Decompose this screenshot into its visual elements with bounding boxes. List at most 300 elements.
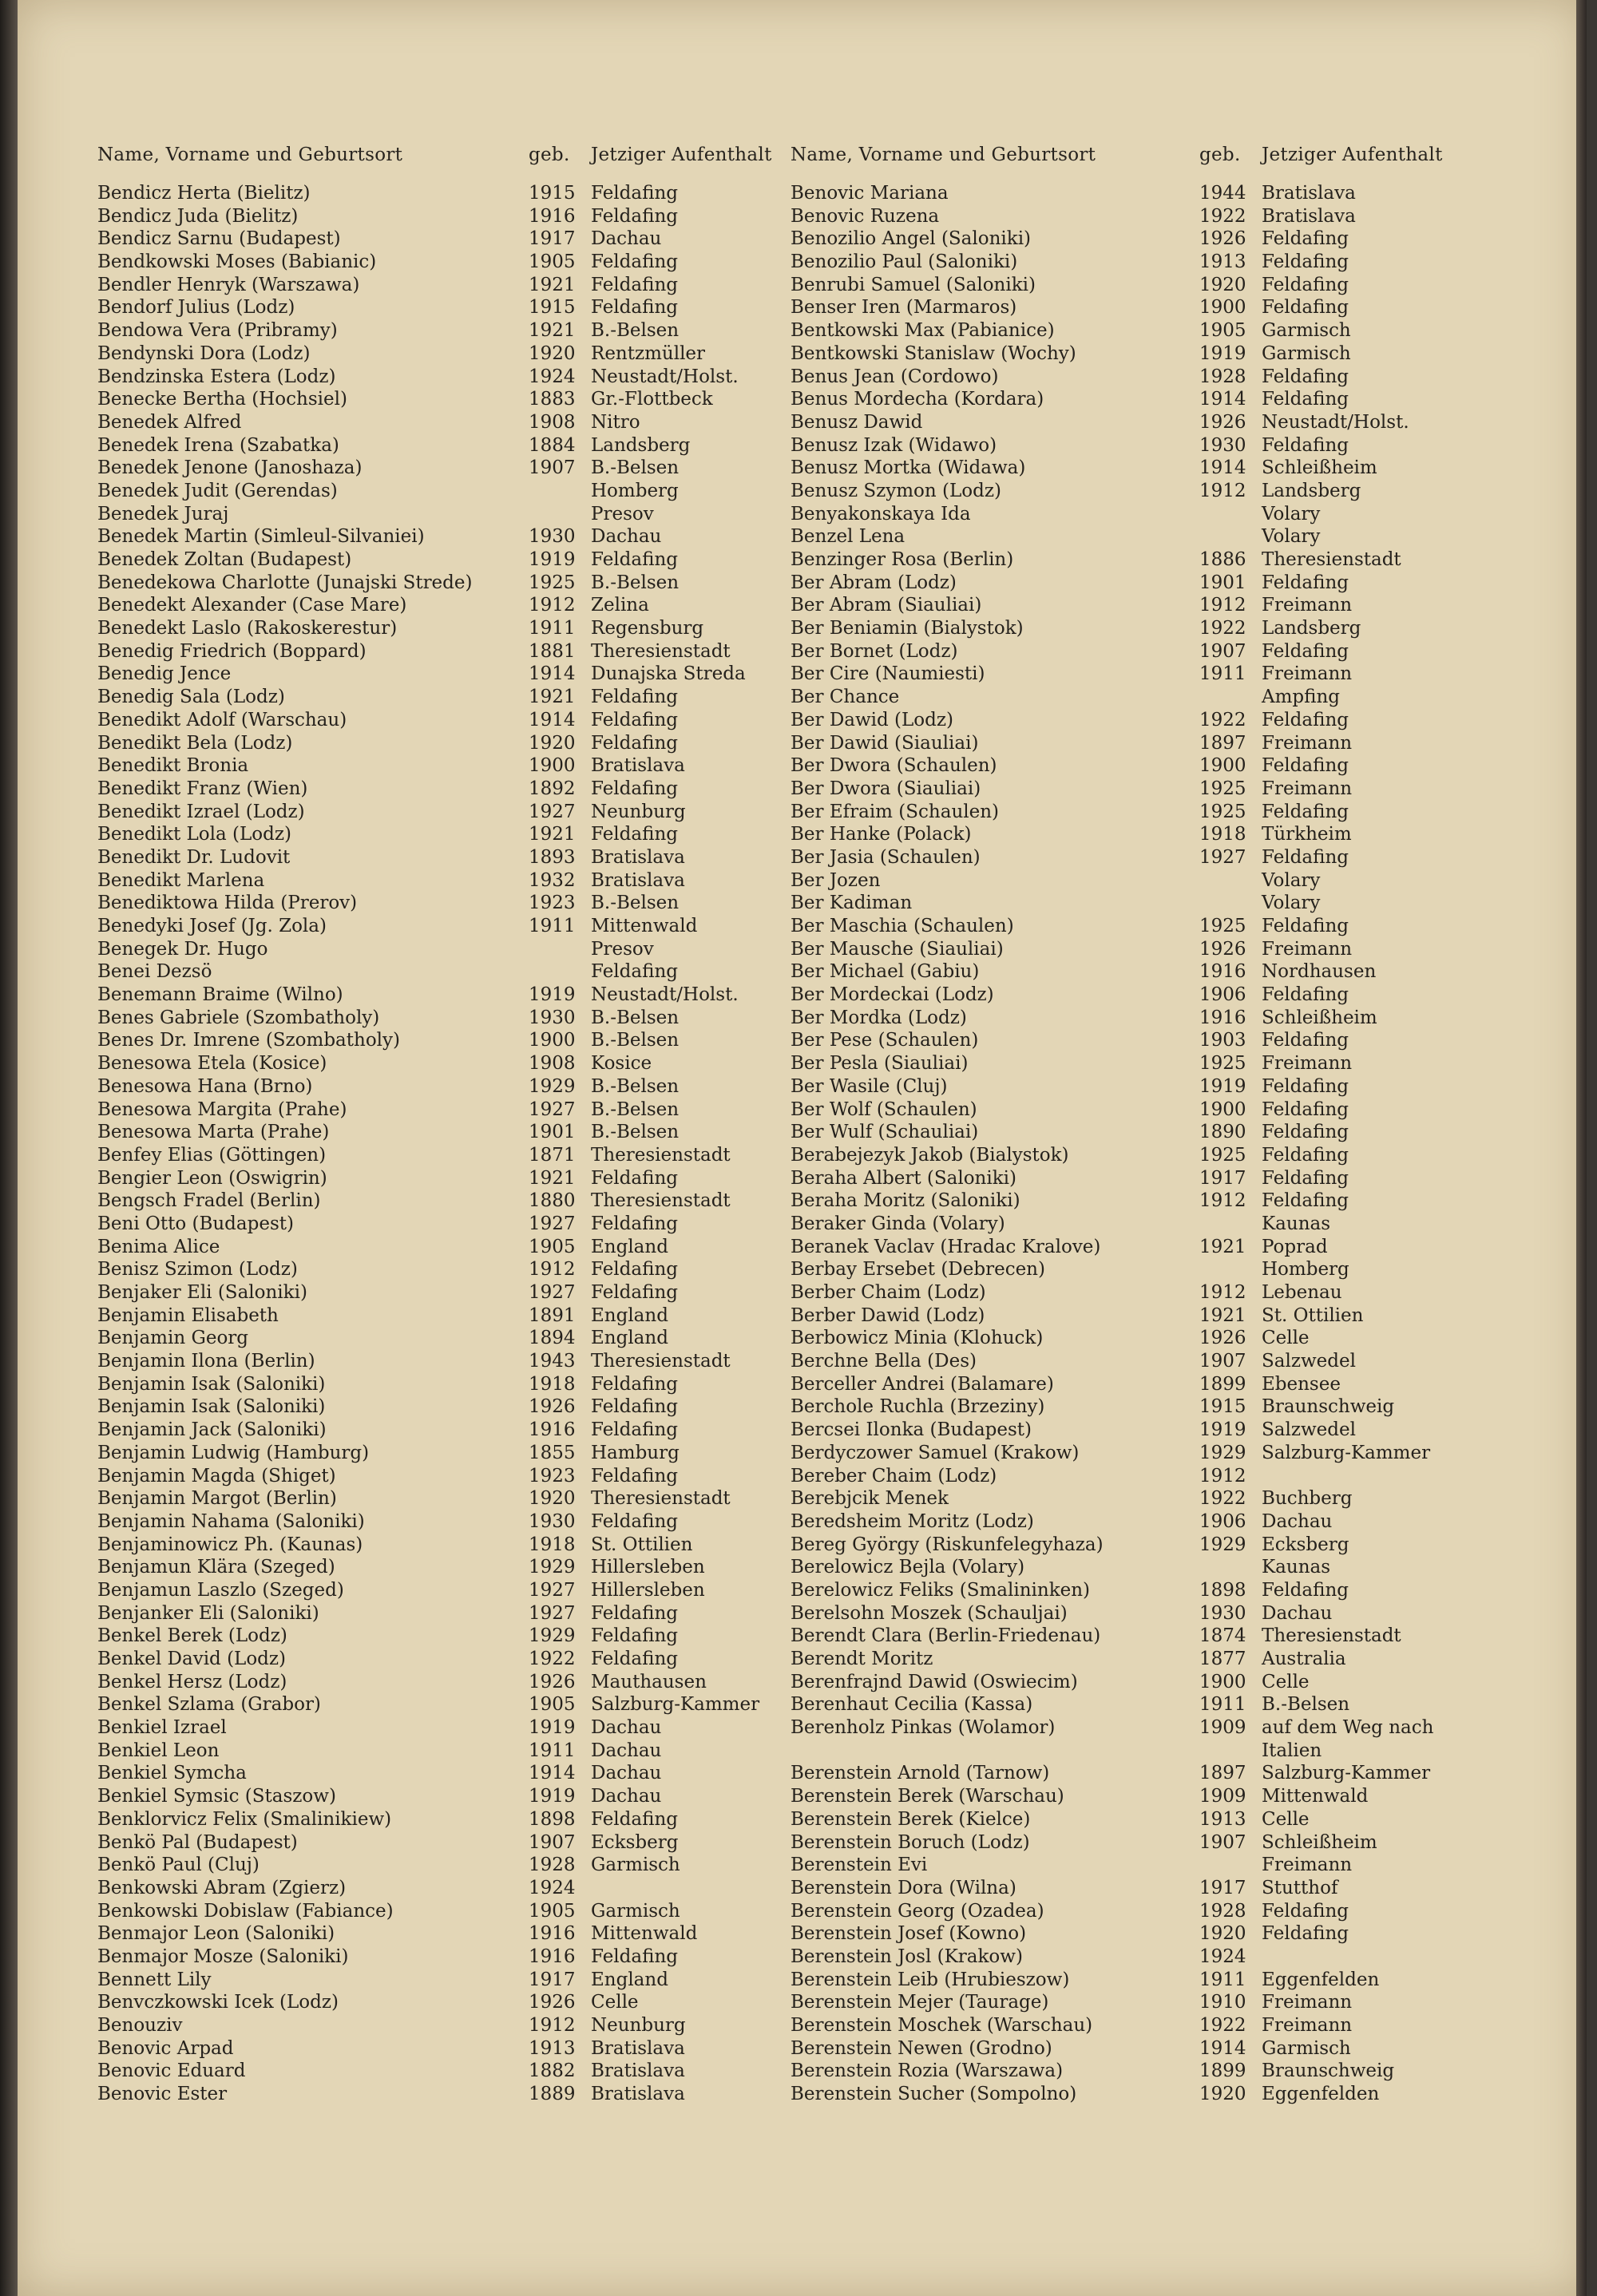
entry-location: Garmisch bbox=[591, 1900, 680, 1922]
header-name: Name, Vorname und Geburtsort bbox=[97, 144, 403, 165]
entry-birth-year: 1924 bbox=[529, 366, 576, 387]
entry-location: Neustadt/Holst. bbox=[591, 984, 739, 1006]
list-item bbox=[791, 1190, 1493, 1213]
entry-name: Benedek Martin (Simleul-Silvaniei) bbox=[97, 526, 425, 548]
entry-location: Feldafing bbox=[591, 1649, 678, 1669]
list-item bbox=[791, 251, 1493, 274]
entry-birth-year bbox=[529, 480, 591, 503]
list-item bbox=[791, 1831, 1493, 1855]
entry-name: Benedek Judit (Gerendas) bbox=[97, 480, 338, 501]
entry-birth-year: 1899 bbox=[1199, 2060, 1246, 2082]
entry-name: Bendicz Herta (Bielitz) bbox=[97, 183, 311, 204]
entry-name: Benkö Pal (Budapest) bbox=[97, 1831, 298, 1853]
entry-name: Benedig Friedrich (Boppard) bbox=[97, 640, 367, 662]
entry-location: Feldafing bbox=[1262, 1900, 1349, 1922]
entry-birth-year: 1916 bbox=[529, 1923, 576, 1945]
list-item bbox=[791, 778, 1493, 801]
list-item bbox=[791, 1510, 1493, 1534]
entry-name: Ber Wasile (Cluj) bbox=[791, 1075, 948, 1097]
entry-name: Benkiel Symcha bbox=[97, 1763, 247, 1784]
entry-birth-year bbox=[529, 503, 591, 526]
entry-birth-year: 1921 bbox=[529, 320, 576, 342]
entry-location: Feldafing bbox=[591, 1510, 678, 1532]
entry-birth-year: 1918 bbox=[1199, 824, 1246, 845]
entry-location: Feldafing bbox=[1262, 1190, 1349, 1212]
entry-birth-year: 1907 bbox=[1199, 1351, 1246, 1372]
entry-birth-year: 1917 bbox=[1199, 1877, 1246, 1898]
list-item bbox=[97, 617, 800, 640]
entry-name: Berendt Clara (Berlin-Friedenau) bbox=[791, 1625, 1101, 1647]
entry-birth-year: 1922 bbox=[1199, 709, 1246, 730]
entry-name: Ber Michael (Gabiu) bbox=[791, 961, 980, 983]
entry-location: Garmisch bbox=[1262, 342, 1351, 364]
entry-location: Neustadt/Holst. bbox=[1262, 411, 1409, 433]
list-item bbox=[97, 296, 800, 319]
entry-location: Feldafing bbox=[591, 1396, 678, 1418]
entry-birth-year: 1900 bbox=[1199, 755, 1246, 777]
entry-name: Benjamin Magda (Shiget) bbox=[97, 1465, 336, 1486]
list-item bbox=[97, 205, 800, 228]
entry-birth-year: 1930 bbox=[1199, 434, 1246, 456]
list-item bbox=[791, 205, 1493, 228]
entry-name: Berelowicz Feliks (Smalininken) bbox=[791, 1579, 1091, 1601]
entry-birth-year: 1921 bbox=[1199, 1304, 1246, 1326]
entry-birth-year: 1914 bbox=[1199, 457, 1246, 479]
list-item bbox=[97, 1350, 800, 1373]
entry-location: Mittenwald bbox=[591, 1923, 698, 1945]
entry-birth-year bbox=[1199, 1258, 1262, 1281]
entry-birth-year: 1912 bbox=[529, 1259, 576, 1281]
entry-birth-year: 1871 bbox=[529, 1144, 576, 1166]
list-item bbox=[97, 319, 800, 342]
entry-name: Ber Chance bbox=[791, 687, 900, 708]
entry-name: Benusz Dawid bbox=[791, 411, 923, 433]
entry-birth-year: 1921 bbox=[529, 1167, 576, 1189]
entry-location: Landsberg bbox=[591, 434, 691, 456]
entry-location: Bratislava bbox=[591, 2060, 685, 2082]
entry-name: Benedekowa Charlotte (Junajski Strede) bbox=[97, 572, 473, 593]
list-item bbox=[791, 1350, 1493, 1373]
list-item bbox=[791, 1648, 1493, 1671]
entry-name: Benkiel Izrael bbox=[97, 1717, 227, 1739]
entry-birth-year: 1900 bbox=[1199, 1671, 1246, 1692]
entry-location: Bratislava bbox=[1262, 183, 1356, 204]
entry-name: Ber Pese (Schaulen) bbox=[791, 1030, 979, 1051]
list-item bbox=[97, 1121, 800, 1144]
entry-name: Ber Bornet (Lodz) bbox=[791, 640, 958, 662]
list-item bbox=[791, 1854, 1493, 1877]
entry-name: Benkel Hersz (Lodz) bbox=[97, 1671, 287, 1692]
entry-birth-year: 1929 bbox=[1199, 1442, 1246, 1463]
entry-name: Ber Dawid (Siauliai) bbox=[791, 732, 979, 754]
entry-location bbox=[1262, 1946, 1493, 1969]
entry-name: Berenstein Josl (Krakow) bbox=[791, 1946, 1023, 1967]
page-edge bbox=[1576, 0, 1587, 2296]
list-item bbox=[791, 1304, 1493, 1328]
entry-location: Buchberg bbox=[1262, 1488, 1353, 1510]
list-item bbox=[791, 274, 1493, 297]
header-year: geb. bbox=[529, 144, 570, 165]
entry-location: B.-Belsen bbox=[1262, 1694, 1350, 1716]
entry-birth-year bbox=[1199, 686, 1262, 709]
entry-birth-year: 1905 bbox=[529, 1236, 576, 1257]
entry-birth-year: 1920 bbox=[529, 732, 576, 754]
right-column-header bbox=[791, 132, 1493, 165]
entry-location: Feldafing bbox=[591, 1213, 678, 1234]
entry-name: Berelsohn Moszek (Schauljai) bbox=[791, 1602, 1068, 1624]
list-item bbox=[97, 182, 800, 205]
entry-location: St. Ottilien bbox=[1262, 1304, 1364, 1326]
entry-birth-year: 1908 bbox=[529, 411, 576, 433]
entry-birth-year bbox=[529, 938, 591, 961]
list-item bbox=[791, 1213, 1493, 1236]
list-item bbox=[791, 709, 1493, 732]
entry-birth-year: 1919 bbox=[1199, 1419, 1246, 1441]
entry-name: Berenstein Josef (Kowno) bbox=[791, 1923, 1027, 1945]
list-item bbox=[791, 228, 1493, 251]
entry-name: Bennett Lily bbox=[97, 1969, 212, 1990]
list-item bbox=[791, 1007, 1493, 1030]
header-name: Name, Vorname und Geburtsort bbox=[791, 144, 1096, 165]
entry-name: Berenfrajnd Dawid (Oswiecim) bbox=[791, 1671, 1078, 1692]
entry-birth-year: 1917 bbox=[529, 228, 576, 250]
entry-name: Bendowa Vera (Pribramy) bbox=[97, 320, 338, 342]
list-item bbox=[97, 1487, 800, 1510]
entry-location: Homberg bbox=[591, 480, 679, 501]
entry-location: Volary bbox=[1262, 503, 1321, 525]
entry-name: Berabejezyk Jakob (Bialystok) bbox=[791, 1144, 1069, 1166]
entry-name: Ber Kadiman bbox=[791, 893, 913, 914]
entry-location: Nordhausen bbox=[1262, 961, 1377, 983]
entry-name: Benmajor Mosze (Saloniki) bbox=[97, 1946, 349, 1967]
entry-birth-year: 1914 bbox=[529, 1763, 576, 1784]
entry-location: Neustadt/Holst. bbox=[591, 366, 739, 387]
entry-birth-year: 1881 bbox=[529, 640, 576, 662]
list-item bbox=[791, 1442, 1493, 1465]
entry-name: Benesowa Hana (Brno) bbox=[97, 1075, 313, 1097]
list-item bbox=[791, 1602, 1493, 1625]
list-item bbox=[791, 1556, 1493, 1579]
entry-location: Feldafing bbox=[591, 824, 678, 845]
list-item bbox=[97, 1534, 800, 1557]
list-item bbox=[97, 228, 800, 251]
entry-name: Benjamin Margot (Berlin) bbox=[97, 1488, 337, 1510]
entry-birth-year: 1922 bbox=[529, 1649, 576, 1669]
entry-name: Berenstein Boruch (Lodz) bbox=[791, 1831, 1030, 1853]
entry-name: Berber Dawid (Lodz) bbox=[791, 1304, 985, 1326]
entry-birth-year: 1901 bbox=[1199, 572, 1246, 593]
entry-name: Berelowicz Bejla (Volary) bbox=[791, 1557, 1025, 1578]
list-item bbox=[97, 2060, 800, 2083]
list-item bbox=[791, 1693, 1493, 1716]
entry-birth-year: 1926 bbox=[529, 1396, 576, 1418]
list-item bbox=[791, 869, 1493, 893]
entry-location: Feldafing bbox=[1262, 640, 1349, 662]
entry-location: Bratislava bbox=[591, 846, 685, 868]
entry-name: Beredsheim Moritz (Lodz) bbox=[791, 1510, 1034, 1532]
entry-name: Benjamin Ilona (Berlin) bbox=[97, 1351, 315, 1372]
entry-birth-year: 1880 bbox=[529, 1190, 576, 1212]
entry-birth-year: 1874 bbox=[1199, 1625, 1246, 1647]
entry-location: Kaunas bbox=[1262, 1557, 1331, 1578]
entry-birth-year: 1905 bbox=[529, 1900, 576, 1922]
list-item bbox=[791, 686, 1493, 709]
entry-location: Freimann bbox=[1262, 1992, 1353, 2013]
entry-location: B.-Belsen bbox=[591, 1099, 680, 1120]
entry-name: Ber Jozen bbox=[791, 869, 881, 891]
entry-birth-year: 1927 bbox=[529, 1579, 576, 1601]
entry-birth-year: 1928 bbox=[529, 1855, 576, 1876]
entry-location: Dachau bbox=[1262, 1510, 1333, 1532]
list-item bbox=[97, 1465, 800, 1488]
entry-name: Benesowa Margita (Prahe) bbox=[97, 1099, 347, 1120]
list-item bbox=[97, 960, 800, 984]
list-item bbox=[97, 1029, 800, 1052]
entry-location: Schleißheim bbox=[1262, 457, 1377, 479]
entry-name: Benesowa Etela (Kosice) bbox=[97, 1053, 327, 1075]
entry-name: Berenstein Berek (Warschau) bbox=[791, 1786, 1064, 1807]
entry-location: England bbox=[591, 1236, 668, 1257]
list-item bbox=[97, 1693, 800, 1716]
entry-location: Stutthof bbox=[1262, 1877, 1338, 1898]
entry-location: Dunajska Streda bbox=[591, 663, 746, 685]
list-item bbox=[791, 1534, 1493, 1557]
list-item bbox=[97, 1900, 800, 1923]
entry-birth-year: 1912 bbox=[529, 2015, 576, 2036]
entry-name: Benedekt Alexander (Case Mare) bbox=[97, 595, 407, 616]
entry-birth-year: 1944 bbox=[1199, 183, 1246, 204]
entry-birth-year: 1912 bbox=[1199, 480, 1246, 501]
entry-name: Berenstein Sucher (Sompolno) bbox=[791, 2084, 1077, 2105]
list-item bbox=[97, 1395, 800, 1419]
entry-birth-year: 1926 bbox=[1199, 1328, 1246, 1349]
entry-location: Feldafing bbox=[591, 1602, 678, 1624]
list-item bbox=[97, 1854, 800, 1877]
entry-location: Lebenau bbox=[1262, 1282, 1342, 1303]
entry-name bbox=[791, 1740, 1199, 1763]
entry-location: Feldafing bbox=[591, 709, 678, 730]
entry-location: Presov bbox=[591, 503, 654, 525]
entry-name: Benkowski Dobislaw (Fabiance) bbox=[97, 1900, 394, 1922]
entry-name: Berenstein Arnold (Tarnow) bbox=[791, 1763, 1050, 1784]
entry-birth-year: 1928 bbox=[1199, 366, 1246, 387]
list-item bbox=[97, 251, 800, 274]
list-item bbox=[791, 503, 1493, 526]
list-item bbox=[97, 846, 800, 869]
list-item bbox=[97, 2037, 800, 2060]
entry-location: Theresienstadt bbox=[1262, 1625, 1401, 1647]
entry-name: Benecke Bertha (Hochsiel) bbox=[97, 389, 347, 410]
entry-name: Berenstein Evi bbox=[791, 1855, 928, 1876]
entry-birth-year: 1927 bbox=[529, 1213, 576, 1234]
entry-location: Feldafing bbox=[591, 205, 678, 227]
entry-birth-year: 1926 bbox=[1199, 411, 1246, 433]
entry-location: Dachau bbox=[591, 228, 662, 250]
entry-birth-year: 1924 bbox=[1199, 1946, 1246, 1967]
entry-location: Feldafing bbox=[1262, 1075, 1349, 1097]
list-item bbox=[97, 1373, 800, 1396]
entry-name: Bentkowski Max (Pabianice) bbox=[791, 320, 1055, 342]
entry-name: Benedikt Bronia bbox=[97, 755, 249, 777]
entry-birth-year: 1943 bbox=[529, 1351, 576, 1372]
list-item bbox=[791, 960, 1493, 984]
list-item bbox=[97, 1213, 800, 1236]
entry-name: Benozilio Paul (Saloniki) bbox=[791, 251, 1018, 273]
entry-location: Celle bbox=[1262, 1671, 1310, 1692]
entry-location: Feldafing bbox=[591, 732, 678, 754]
list-item bbox=[791, 366, 1493, 389]
entry-name: Benovic Arpad bbox=[97, 2037, 234, 2059]
list-item bbox=[97, 915, 800, 938]
entry-birth-year: 1907 bbox=[529, 457, 576, 479]
list-item bbox=[97, 1762, 800, 1785]
entry-name: Berenholz Pinkas (Wolamor) bbox=[791, 1717, 1056, 1739]
entry-location: Feldafing bbox=[1262, 366, 1349, 387]
list-item bbox=[97, 1716, 800, 1740]
entry-birth-year bbox=[1199, 1854, 1262, 1877]
entry-name: Benjamin Georg bbox=[97, 1328, 249, 1349]
entry-birth-year: 1922 bbox=[1199, 1488, 1246, 1510]
entry-location: B.-Belsen bbox=[591, 1075, 680, 1097]
entry-birth-year: 1916 bbox=[1199, 961, 1246, 983]
list-item bbox=[97, 686, 800, 709]
entry-birth-year: 1926 bbox=[1199, 228, 1246, 250]
entry-location: Schleißheim bbox=[1262, 1007, 1377, 1028]
entry-name: Benjamun Laszlo (Szeged) bbox=[97, 1579, 344, 1601]
entry-location: Regensburg bbox=[591, 618, 704, 639]
entry-birth-year: 1925 bbox=[529, 572, 576, 593]
entry-birth-year bbox=[1199, 1740, 1262, 1763]
entry-location: Nitro bbox=[591, 411, 640, 433]
entry-location: Feldafing bbox=[591, 687, 678, 708]
entry-name: Benzel Lena bbox=[791, 526, 905, 548]
entry-location: Braunschweig bbox=[1262, 1396, 1395, 1418]
entry-location: Feldafing bbox=[591, 778, 678, 799]
list-item bbox=[97, 1144, 800, 1167]
list-item bbox=[97, 503, 800, 526]
entry-location: Feldafing bbox=[1262, 755, 1349, 777]
entry-name: Beranek Vaclav (Hradac Kralove) bbox=[791, 1236, 1101, 1257]
list-item bbox=[791, 480, 1493, 503]
entry-name: Benediktowa Hilda (Prerov) bbox=[97, 893, 358, 914]
list-item bbox=[791, 640, 1493, 663]
list-item bbox=[97, 1442, 800, 1465]
entry-name: Berenstein Mejer (Taurage) bbox=[791, 1992, 1049, 2013]
list-item bbox=[97, 1922, 800, 1946]
header-year: geb. bbox=[1199, 144, 1241, 165]
entry-birth-year: 1917 bbox=[1199, 1167, 1246, 1189]
header-location: Jetziger Aufenthalt bbox=[591, 144, 772, 165]
entry-location: Feldafing bbox=[1262, 984, 1349, 1006]
entry-name: Benovic Ester bbox=[97, 2084, 228, 2105]
entry-location: Freimann bbox=[1262, 1053, 1353, 1075]
entry-location: Feldafing bbox=[591, 1259, 678, 1281]
entry-name: Ber Mordeckai (Lodz) bbox=[791, 984, 994, 1006]
list-item bbox=[791, 1395, 1493, 1419]
entry-birth-year: 1922 bbox=[1199, 618, 1246, 639]
entry-name: Benusz Mortka (Widawa) bbox=[791, 457, 1026, 479]
list-item bbox=[97, 366, 800, 389]
entry-name: Ber Pesla (Siauliai) bbox=[791, 1053, 969, 1075]
entry-birth-year: 1929 bbox=[1199, 1534, 1246, 1555]
entry-name: Benjaker Eli (Saloniki) bbox=[97, 1282, 307, 1303]
entry-location: Feldafing bbox=[1262, 1099, 1349, 1120]
entry-location: Schleißheim bbox=[1262, 1831, 1377, 1853]
entry-name: Benedek Jenone (Janoshaza) bbox=[97, 457, 363, 479]
entry-location: Feldafing bbox=[591, 297, 678, 319]
list-item bbox=[791, 732, 1493, 755]
entry-name: Benjamin Jack (Saloniki) bbox=[97, 1419, 327, 1441]
entry-birth-year: 1926 bbox=[529, 1671, 576, 1692]
entry-location: Rentzmüller bbox=[591, 342, 706, 364]
list-item bbox=[97, 754, 800, 778]
list-item bbox=[791, 823, 1493, 846]
entry-birth-year: 1911 bbox=[1199, 663, 1246, 685]
list-item bbox=[97, 709, 800, 732]
entry-name: Berenstein Dora (Wilna) bbox=[791, 1877, 1016, 1898]
entry-location: Neunburg bbox=[591, 801, 686, 822]
entry-location: Freimann bbox=[1262, 1855, 1353, 1876]
entry-location: Feldafing bbox=[1262, 709, 1349, 730]
entry-location: Feldafing bbox=[1262, 801, 1349, 822]
entry-birth-year: 1927 bbox=[529, 1602, 576, 1624]
entry-birth-year: 1913 bbox=[1199, 1808, 1246, 1830]
entry-birth-year: 1929 bbox=[529, 1075, 576, 1097]
entry-location: Feldafing bbox=[1262, 1923, 1349, 1945]
entry-name: Benkel David (Lodz) bbox=[97, 1649, 286, 1669]
entry-location: Feldafing bbox=[591, 1167, 678, 1189]
entry-birth-year bbox=[1199, 1213, 1262, 1236]
entry-location: Feldafing bbox=[591, 1946, 678, 1967]
entry-birth-year: 1912 bbox=[1199, 1282, 1246, 1303]
entry-birth-year: 1903 bbox=[1199, 1030, 1246, 1051]
entry-location: Theresienstadt bbox=[591, 1488, 731, 1510]
entry-name: Benedikt Adolf (Warschau) bbox=[97, 709, 347, 730]
list-item bbox=[97, 640, 800, 663]
entry-birth-year: 1905 bbox=[529, 251, 576, 273]
entry-birth-year: 1920 bbox=[1199, 274, 1246, 295]
entry-location: Feldafing bbox=[591, 1808, 678, 1830]
entry-location: Italien bbox=[1262, 1740, 1322, 1761]
entry-birth-year: 1911 bbox=[529, 1740, 576, 1761]
entry-location: Garmisch bbox=[1262, 2037, 1351, 2059]
entry-birth-year: 1929 bbox=[529, 1557, 576, 1578]
entry-location: Theresienstadt bbox=[1262, 549, 1401, 570]
entry-name: Benedek Alfred bbox=[97, 411, 242, 433]
entry-location: Feldafing bbox=[591, 251, 678, 273]
list-item bbox=[97, 480, 800, 503]
entry-birth-year: 1905 bbox=[1199, 320, 1246, 342]
entry-location: Bratislava bbox=[591, 2084, 685, 2105]
entry-location: Landsberg bbox=[1262, 480, 1361, 501]
entry-name: Ber Beniamin (Bialystok) bbox=[791, 618, 1024, 639]
entry-name: Benovic Ruzena bbox=[791, 205, 940, 227]
entry-location: Theresienstadt bbox=[591, 640, 731, 662]
entry-birth-year: 1923 bbox=[529, 893, 576, 914]
entry-birth-year: 1925 bbox=[1199, 916, 1246, 936]
list-item bbox=[97, 1556, 800, 1579]
list-item bbox=[791, 1579, 1493, 1602]
entry-birth-year: 1877 bbox=[1199, 1649, 1246, 1669]
list-item bbox=[791, 319, 1493, 342]
entry-name: Benusz Szymon (Lodz) bbox=[791, 480, 1001, 501]
entry-name: Benjamin Ludwig (Hamburg) bbox=[97, 1442, 370, 1463]
entry-name: Benesowa Marta (Prahe) bbox=[97, 1122, 330, 1143]
entry-name: Benyakonskaya Ida bbox=[791, 503, 971, 525]
list-item bbox=[97, 1304, 800, 1328]
binding-shadow bbox=[0, 0, 18, 2296]
entry-birth-year: 1923 bbox=[529, 1465, 576, 1486]
